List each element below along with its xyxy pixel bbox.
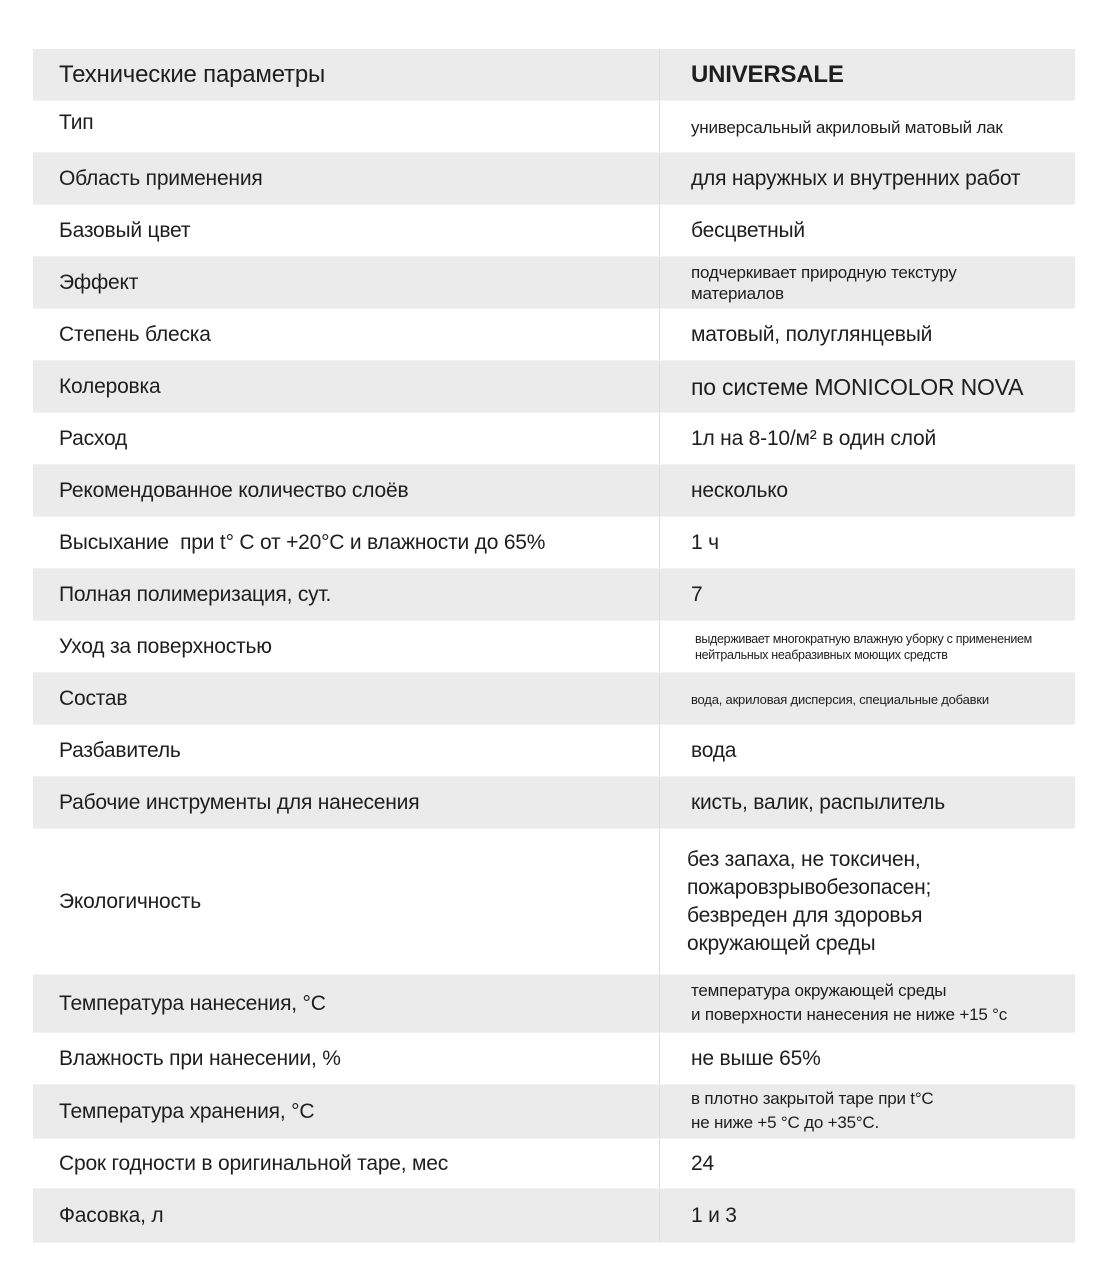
value-cell: вода bbox=[659, 725, 1075, 777]
tech-specs-table bbox=[33, 49, 1075, 1243]
param-cell: Разбавитель bbox=[59, 739, 181, 762]
param-cell: Тип bbox=[59, 111, 94, 134]
table-row bbox=[33, 829, 1075, 975]
table-row bbox=[33, 257, 1075, 309]
table-row bbox=[33, 361, 1075, 413]
param-cell: Базовый цвет bbox=[59, 219, 191, 242]
value-cell: кисть, валик, распылитель bbox=[659, 777, 1075, 829]
param-cell: Рабочие инструменты для нанесения bbox=[59, 791, 420, 814]
table-row bbox=[33, 777, 1075, 829]
table-row bbox=[33, 517, 1075, 569]
param-cell: Степень блеска bbox=[59, 323, 211, 346]
value-cell: по системе MONICOLOR NOVA bbox=[659, 361, 1075, 413]
value-cell: подчеркивает природную текстуру материалов bbox=[659, 257, 1075, 309]
value-cell: 1 ч bbox=[659, 517, 1075, 569]
table-header-row bbox=[33, 49, 1075, 101]
table-row bbox=[33, 205, 1075, 257]
value-cell: температура окружающей среды и поверхности нанесения не ниже +15 °с bbox=[659, 975, 1075, 1033]
header-param-cell: Технические параметры bbox=[59, 61, 326, 88]
value-cell: несколько bbox=[659, 465, 1075, 517]
value-cell: выдерживает многократную влажную уборку с применением нейтральных неабразивных моющих средств bbox=[659, 621, 1075, 673]
table-row bbox=[33, 1033, 1075, 1085]
param-cell: Фасовка, л bbox=[59, 1204, 164, 1227]
param-cell: Эффект bbox=[59, 271, 139, 294]
value-cell: 7 bbox=[659, 569, 1075, 621]
param-cell: Уход за поверхностью bbox=[59, 635, 272, 658]
table-row bbox=[33, 309, 1075, 361]
value-cell: не выше 65% bbox=[659, 1033, 1075, 1085]
table-row bbox=[33, 153, 1075, 205]
param-cell: Полная полимеризация, сут. bbox=[59, 583, 332, 606]
table-row bbox=[33, 621, 1075, 673]
param-cell: Состав bbox=[59, 687, 128, 710]
value-cell: универсальный акриловый матовый лак bbox=[659, 101, 1075, 153]
param-cell: Высыхание при t° С от +20°С и влажности до 65% bbox=[59, 531, 546, 554]
table-row bbox=[33, 1139, 1075, 1189]
table-row bbox=[33, 975, 1075, 1033]
param-cell: Расход bbox=[59, 427, 128, 450]
param-cell: Рекомендованное количество слоёв bbox=[59, 479, 409, 502]
param-cell: Срок годности в оригинальной таре, мес bbox=[59, 1152, 449, 1175]
table-row bbox=[33, 1085, 1075, 1139]
table-row bbox=[33, 725, 1075, 777]
table-row bbox=[33, 101, 1075, 153]
header-product-cell: UNIVERSALE bbox=[659, 49, 1075, 101]
param-cell: Температура нанесения, °С bbox=[59, 992, 326, 1015]
value-cell: в плотно закрытой таре при t°С не ниже +5 °С до +35°С. bbox=[659, 1085, 1075, 1139]
table-row bbox=[33, 465, 1075, 517]
param-cell: Экологичность bbox=[59, 890, 201, 913]
table-row bbox=[33, 1189, 1075, 1243]
value-cell: для наружных и внутренних работ bbox=[659, 153, 1075, 205]
param-cell: Влажность при нанесении, % bbox=[59, 1047, 341, 1070]
value-cell: бесцветный bbox=[659, 205, 1075, 257]
value-cell: вода, акриловая дисперсия, специальные добавки bbox=[659, 673, 1075, 725]
value-cell: без запаха, не токсичен, пожаровзрывобезопасен; безвреден для здоровья окружающей среды bbox=[659, 829, 1075, 975]
table-row bbox=[33, 413, 1075, 465]
value-cell: 24 bbox=[659, 1139, 1075, 1189]
value-cell: 1л на 8-10/м² в один слой bbox=[659, 413, 1075, 465]
table-row bbox=[33, 569, 1075, 621]
param-cell: Колеровка bbox=[59, 375, 161, 398]
param-cell: Температура хранения, °С bbox=[59, 1100, 315, 1123]
value-cell: матовый, полуглянцевый bbox=[659, 309, 1075, 361]
value-cell: 1 и 3 bbox=[659, 1189, 1075, 1243]
param-cell: Область применения bbox=[59, 167, 263, 190]
table-row bbox=[33, 673, 1075, 725]
